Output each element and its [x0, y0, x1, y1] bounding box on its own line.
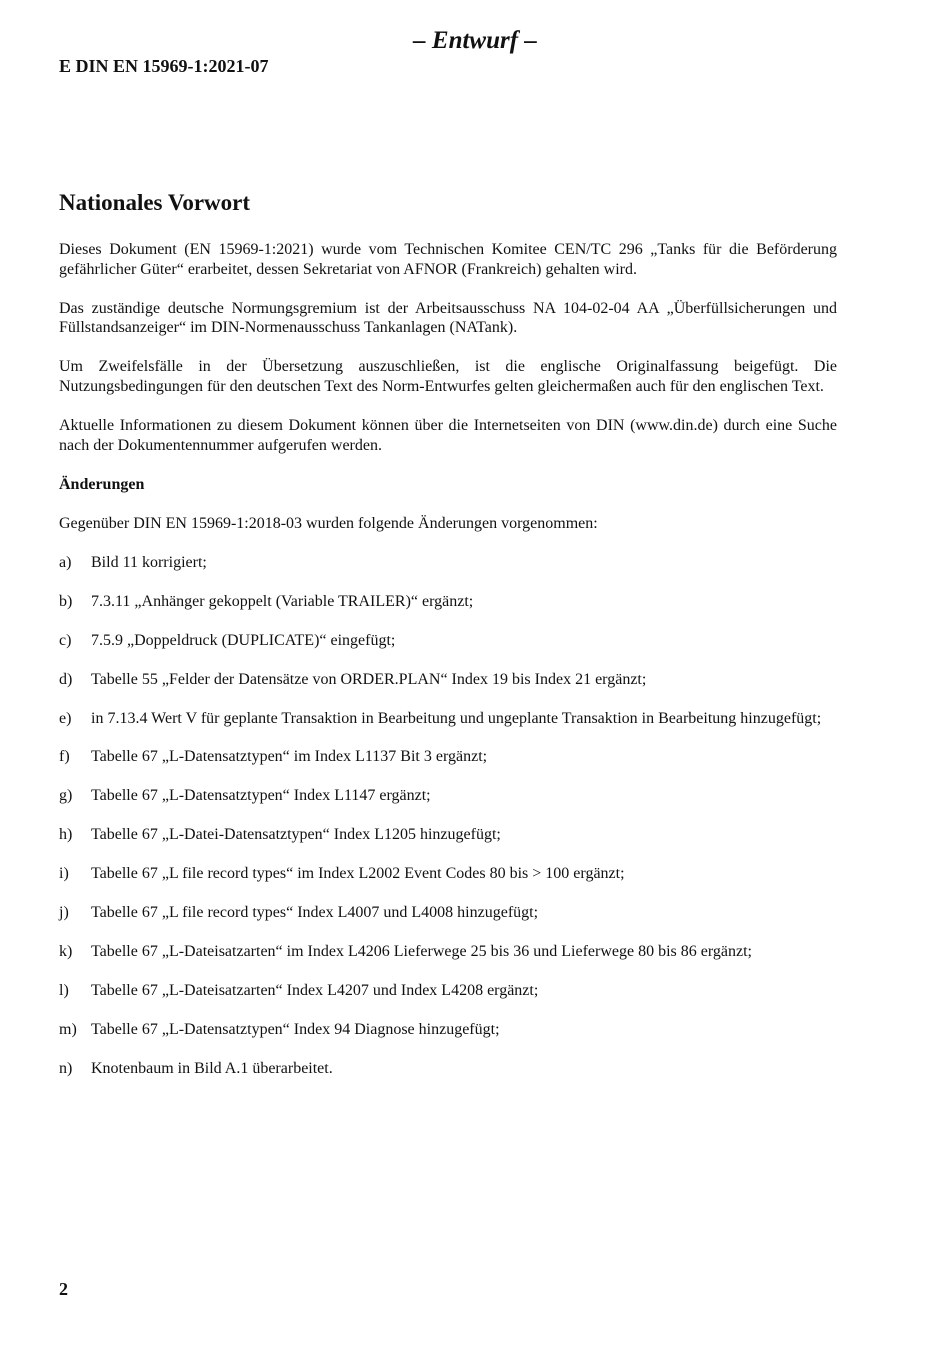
section-title-foreword: Nationales Vorwort [59, 190, 251, 215]
list-marker: c) [59, 631, 72, 649]
list-marker: a) [59, 553, 72, 571]
list-item [59, 786, 837, 806]
list-item-text: Tabelle 67 „L file record types“ im Index L2002 Event Codes 80 bis > 100 ergänzt; [91, 865, 625, 883]
list-item [59, 1059, 837, 1079]
list-item [59, 864, 837, 884]
list-item [59, 1020, 837, 1040]
foreword-paragraph-4: Aktuelle Informationen zu diesem Dokument können über die Internetseiten von DIN (www.din.de) durch eine Suche nach der Dokumentennummer aufgerufen werden. [59, 417, 837, 454]
list-marker: f) [59, 748, 70, 766]
list-item-text: Bild 11 korrigiert; [91, 553, 207, 571]
list-marker: l) [59, 981, 69, 999]
draft-mark: – Entwurf – [413, 27, 537, 54]
list-item-text: Tabelle 67 „L-Datensatztypen“ Index L1147 ergänzt; [91, 787, 431, 805]
list-item-text: Tabelle 67 „L-Dateisatzarten“ im Index L4206 Lieferwege 25 bis 36 und Lieferwege 80 bis 86 ergänzt; [91, 942, 752, 960]
list-item [59, 631, 837, 651]
list-marker: n) [59, 1059, 73, 1077]
list-item [59, 747, 837, 767]
page-number: 2 [59, 1279, 68, 1299]
page-content [59, 187, 837, 1097]
list-marker: g) [59, 787, 73, 805]
list-marker: j) [59, 903, 69, 921]
foreword-paragraph-3: Um Zweifelsfälle in der Übersetzung auszuschließen, ist die englische Originalfassung beigefügt. Die Nutzungsbedingungen für den deutschen Text des Norm-Entwurfes gelten gleichermaßen auch für den englischen Text. [59, 358, 837, 395]
list-item [59, 981, 837, 1001]
list-item [59, 903, 837, 923]
list-item [59, 709, 837, 729]
section-title-changes: Änderungen [59, 475, 145, 493]
list-item-text: in 7.13.4 Wert V für geplante Transaktion in Bearbeitung und ungeplante Transaktion in Bearbeitung hinzugefügt; [91, 709, 822, 727]
document-id: E DIN EN 15969-1:2021-07 [59, 56, 269, 76]
foreword-paragraph-2: Das zuständige deutsche Normungsgremium ist der Arbeitsausschuss NA 104-02-04 AA „Überfüllsicherungen und Füllstandsanzeiger“ im DIN-Normenausschuss Tankanlagen (NATank). [59, 299, 837, 337]
list-item-text: Tabelle 67 „L-Datensatztypen“ im Index L1137 Bit 3 ergänzt; [91, 748, 488, 766]
list-item-text: 7.3.11 „Anhänger gekoppelt (Variable TRAILER)“ ergänzt; [91, 592, 474, 610]
list-marker: d) [59, 670, 73, 688]
list-item-text: Tabelle 67 „L-Dateisatzarten“ Index L4207 und Index L4208 ergänzt; [91, 981, 539, 999]
list-item-text: Knotenbaum in Bild A.1 überarbeitet. [91, 1059, 333, 1077]
list-marker: e) [59, 709, 72, 727]
list-marker: i) [59, 865, 69, 883]
foreword-paragraph-1: Dieses Dokument (EN 15969-1:2021) wurde vom Technischen Komitee CEN/TC 296 „Tanks für die Beförderung gefährlicher Güter“ erarbeitet, dessen Sekretariat von AFNOR (Frankreich) gehalten wird. [59, 241, 837, 278]
list-item-text: Tabelle 67 „L file record types“ Index L4007 und L4008 hinzugefügt; [91, 903, 539, 921]
list-marker: k) [59, 942, 73, 960]
list-item-text: Tabelle 55 „Felder der Datensätze von ORDER.PLAN“ Index 19 bis Index 21 ergänzt; [91, 670, 647, 688]
list-item [59, 553, 837, 573]
list-item-text: Tabelle 67 „L-Datei-Datensatztypen“ Index L1205 hinzugefügt; [91, 826, 501, 844]
changes-list [59, 553, 837, 1078]
list-marker: m) [59, 1020, 77, 1038]
list-marker: b) [59, 592, 73, 610]
list-item [59, 592, 837, 612]
list-item [59, 942, 837, 962]
list-item [59, 825, 837, 845]
list-item-text: Tabelle 67 „L-Datensatztypen“ Index 94 Diagnose hinzugefügt; [91, 1020, 500, 1038]
list-marker: h) [59, 826, 73, 844]
changes-intro: Gegenüber DIN EN 15969-1:2018-03 wurden folgende Änderungen vorgenommen: [59, 514, 598, 532]
list-item-text: 7.5.9 „Doppeldruck (DUPLICATE)“ eingefügt; [91, 631, 396, 649]
list-item [59, 670, 837, 690]
